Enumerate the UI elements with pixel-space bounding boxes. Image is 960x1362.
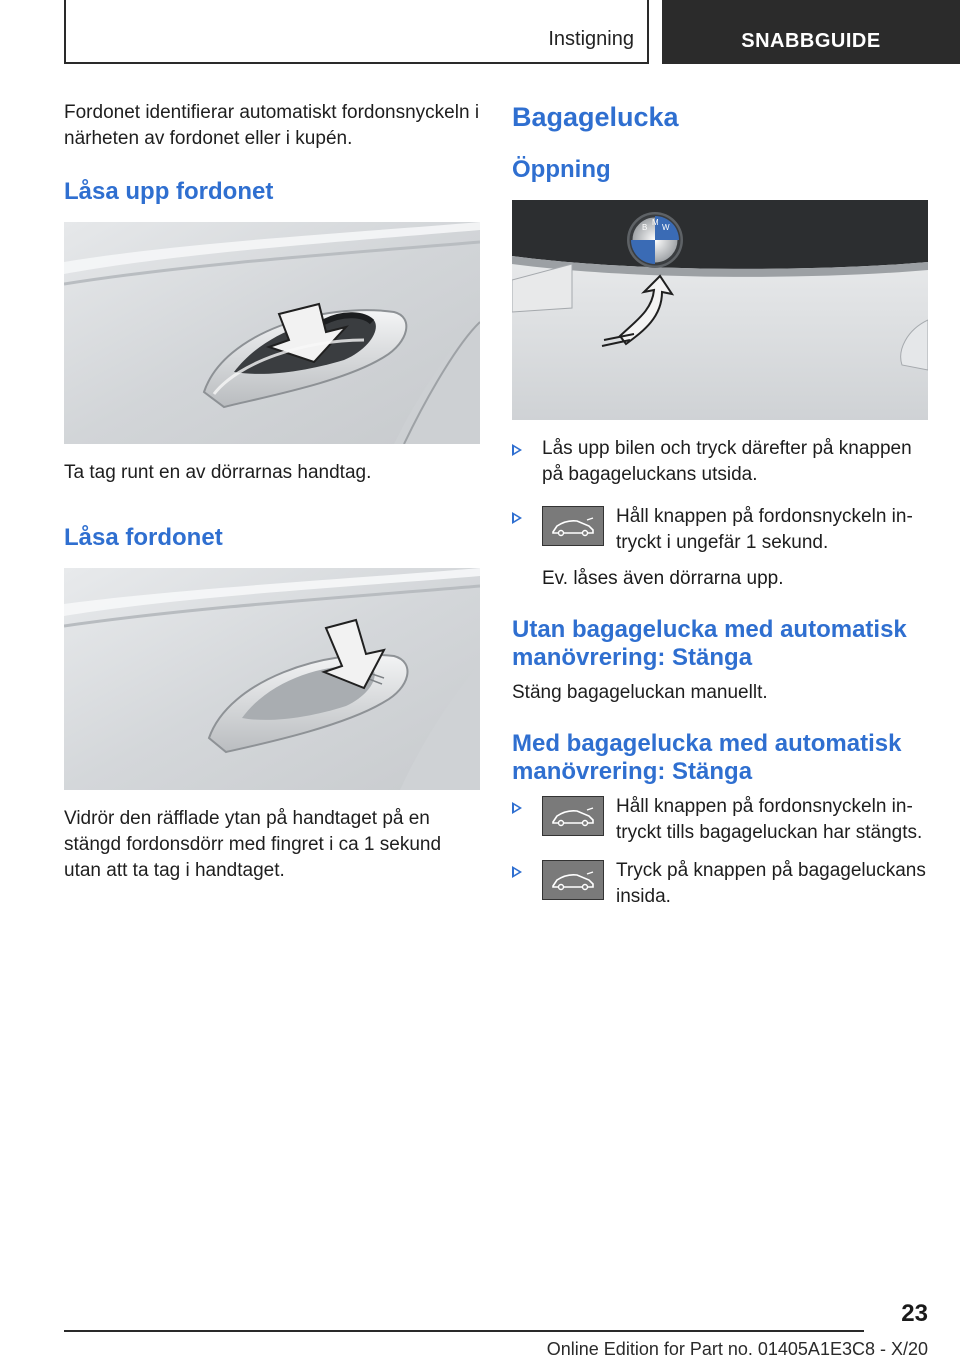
list-item-text: Håll knappen på fordonsnyckeln intryckt tills bagageluckan har stängts. xyxy=(616,796,923,843)
list-item xyxy=(512,436,928,488)
open-steps-list xyxy=(512,436,928,556)
right-column xyxy=(512,100,928,910)
trunk-button-image xyxy=(512,200,928,420)
auto-close-list xyxy=(512,794,928,910)
trunk-key-icon xyxy=(542,506,604,546)
unlock-heading: Låsa upp fordonet xyxy=(64,178,274,205)
bullet-triangle-icon xyxy=(512,444,522,456)
bullet-triangle-icon xyxy=(512,512,522,524)
list-item xyxy=(512,794,928,846)
auto-close-heading: Med bagagelucka med automatisk manövrering: Stänga xyxy=(512,730,902,785)
header-badge-label: SNABBGUIDE xyxy=(741,30,881,52)
left-column xyxy=(64,100,480,884)
footer-edition: Online Edition for Part no. 01405A1E3C8 - X/20 xyxy=(546,1339,928,1359)
header-section-title: Instigning xyxy=(548,28,634,50)
emblem-letter-w: W xyxy=(662,223,670,232)
list-item-text: Lås upp bilen och tryck därefter på knappen på bagageluckans utsida. xyxy=(542,438,912,485)
trunk-interior-button-icon xyxy=(542,860,604,900)
trunk-key-icon xyxy=(542,796,604,836)
header-badge xyxy=(662,0,960,64)
lock-heading: Låsa fordonet xyxy=(64,524,223,551)
bullet-triangle-icon xyxy=(512,866,522,878)
footer-rule xyxy=(64,1330,864,1332)
list-item-text: Håll knappen på fordonsnyckeln intryckt i ungefär 1 sekund. xyxy=(616,506,913,553)
open-note: Ev. låses även dörrarna upp. xyxy=(542,568,784,589)
list-item xyxy=(512,504,928,556)
open-heading: Öppning xyxy=(512,156,611,183)
emblem-letter-m: M xyxy=(652,218,659,227)
door-handle-lock-image xyxy=(64,568,480,790)
emblem-letter-b: B xyxy=(642,223,648,232)
trunk-title: Bagagelucka xyxy=(512,102,679,132)
bullet-triangle-icon xyxy=(512,802,522,814)
list-item xyxy=(512,858,928,910)
manual-close-text: Stäng bagageluckan manuellt. xyxy=(512,682,768,703)
intro-paragraph: Fordonet identifierar automatiskt fordonsnyckeln i närheten av fordonet eller i kupén. xyxy=(64,102,480,149)
unlock-caption: Ta tag runt en av dörrarnas handtag. xyxy=(64,462,372,483)
list-item-text: Tryck på knappen på bagageluckans insida. xyxy=(616,860,926,907)
page-number: 23 xyxy=(901,1300,928,1327)
door-handle-unlock-image xyxy=(64,222,480,444)
manual-close-heading: Utan bagagelucka med automatisk manövrering: Stänga xyxy=(512,616,907,671)
lock-caption: Vidrör den räfflade ytan på handtaget på en stängd fordonsdörr med fingret i ca 1 sekund utan att ta tag i handtaget. xyxy=(64,808,442,881)
